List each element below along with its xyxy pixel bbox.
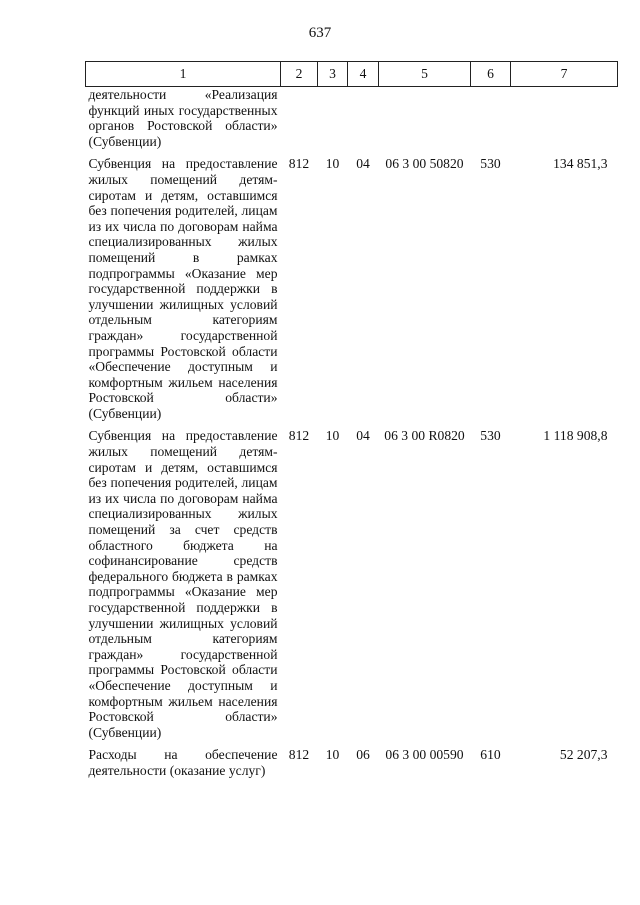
row-target-code: 06 3 00 50820: [385, 156, 464, 172]
row-subsection-code: [348, 87, 379, 157]
row-amount: 134 851,3: [553, 156, 608, 172]
row-expense-type: 530: [480, 156, 501, 172]
row-target-code: [379, 87, 471, 157]
row-section-code: 10: [325, 747, 340, 763]
row-ministry-code: 812: [288, 156, 310, 172]
page-number: 637: [308, 25, 332, 41]
header-col-4: 4: [348, 62, 379, 87]
row-ministry-code: 812: [288, 747, 310, 763]
header-col-7: 7: [511, 62, 618, 87]
row-section-code: 10: [325, 428, 340, 444]
row-expense-type: [471, 87, 511, 157]
row-subsection-code: 04: [356, 428, 370, 444]
row-target-code: 06 3 00 R0820: [384, 428, 465, 444]
row-expense-type: 610: [480, 747, 501, 763]
header-col-1: 1: [86, 62, 281, 87]
row-ministry-code: [281, 87, 318, 157]
row-subsection-code: 06: [356, 747, 370, 763]
row-amount: 52 207,3: [559, 747, 608, 763]
row-section-code: [318, 87, 348, 157]
row-description: Расходы на обеспечение деятельности (оказание услуг): [88, 747, 278, 778]
row-amount: [511, 87, 618, 157]
row-description: Субвенция на предоставление жилых помещений детям-сиротам и детям, оставшимся без попечения родителей, лицам из их числа по договорам найма специализированных жилых помещений за счет средств областного бюджета на софинансирование средств федерального бюджета в рамках подпрограммы «Оказание мер государственной поддержки в улучшении жилищных условий отдельным категориям граждан» государственной программы Ростовской области «Обеспечение доступным и комфортным жильем населения Ростовской области» (Субвенции): [88, 428, 278, 740]
header-col-3: 3: [318, 62, 348, 87]
row-subsection-code: 04: [356, 156, 370, 172]
table-row: [86, 87, 618, 157]
header-col-6: 6: [471, 62, 511, 87]
table-header: [86, 62, 618, 87]
row-section-code: 10: [325, 156, 340, 172]
header-col-2: 2: [281, 62, 318, 87]
budget-table: [85, 61, 618, 779]
row-ministry-code: 812: [288, 428, 310, 444]
table-row: [86, 428, 618, 747]
table-row: [86, 156, 618, 428]
row-target-code: 06 3 00 00590: [385, 747, 464, 763]
header-col-5: 5: [379, 62, 471, 87]
row-expense-type: 530: [480, 428, 501, 444]
row-description: Субвенция на предоставление жилых помещений детям-сиротам и детям, оставшимся без попечения родителей, лицам из их числа по договорам найма специализированных жилых помещений в рамках подпрограммы «Оказание мер государственной поддержки в улучшении жилищных условий отдельным категориям граждан» государственной программы Ростовской области «Обеспечение доступным и комфортным жильем населения Ростовской области» (Субвенции): [88, 156, 278, 421]
row-description: деятельности «Реализация функций иных государственных органов Ростовской области» (Субвенции): [88, 87, 278, 149]
table-row: [86, 747, 618, 778]
row-amount: 1 118 908,8: [543, 428, 608, 444]
